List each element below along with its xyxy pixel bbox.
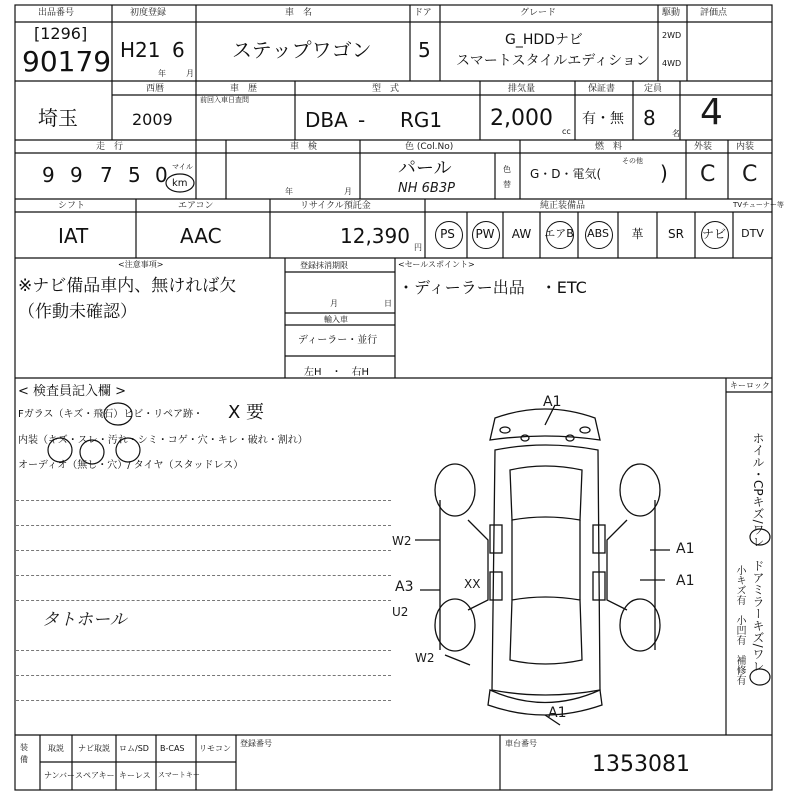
lot-code: [1296] xyxy=(34,24,88,43)
equipment-circle xyxy=(435,221,463,249)
handwritten-note: タトホール xyxy=(42,610,127,630)
dotted-line xyxy=(16,675,391,676)
lot-number: 90179 xyxy=(22,45,112,78)
mileage-label: 走 行 xyxy=(96,142,124,152)
fuel-label: 燃 料 xyxy=(595,142,623,152)
mark-x: XX xyxy=(464,577,481,591)
month-suffix: 月 xyxy=(186,69,194,78)
caution-line2: （作動未確認） xyxy=(18,302,137,322)
inspection-note: 前回入車日査問 xyxy=(200,96,249,104)
model-label: 型 式 xyxy=(372,84,400,94)
equipment-item: PW xyxy=(475,227,495,241)
recycle-value: 12,390 xyxy=(340,224,410,248)
western-label: 西暦 xyxy=(146,84,165,94)
shaken-year: 年 xyxy=(285,187,293,196)
doors-label: ドア xyxy=(414,8,432,18)
color-label: 色 (Col.No) xyxy=(405,142,454,152)
mark-left-lower: W2 xyxy=(415,651,435,665)
displacement-unit: cc xyxy=(562,127,571,136)
inspection-label: 車 歴 xyxy=(230,84,258,94)
grid-lines xyxy=(15,5,772,790)
mark-right-mid: A1 xyxy=(676,573,695,589)
year-value: 2009 xyxy=(132,110,173,129)
grade-label: グレード xyxy=(520,8,557,18)
warranty-options: 有・無 xyxy=(582,111,624,127)
handwritten-circles xyxy=(48,174,770,685)
footer-item-spare-key: スペアキー xyxy=(75,771,115,780)
equipment-item: エアB xyxy=(544,227,574,240)
color-code: NH 6B3P xyxy=(398,181,455,196)
footer-item-number: ナンバー xyxy=(44,771,76,780)
fuel-other: その他 xyxy=(622,157,643,165)
interior-value: C xyxy=(742,162,758,187)
inspection-line1-mark: X 要 xyxy=(228,402,265,423)
recycle-unit: 円 xyxy=(414,243,422,252)
footer-item-remote: リモコン xyxy=(199,744,231,753)
reg-day: 日 xyxy=(384,299,392,308)
mileage-digit-2: 9 xyxy=(70,163,83,187)
mark-bottom: A1 xyxy=(548,705,567,721)
chassis-value: 1353081 xyxy=(592,752,690,777)
mark-left-u2: U2 xyxy=(392,605,409,619)
shift-label: シフト xyxy=(58,201,86,211)
grade-line2: スマートスタイルエディション xyxy=(456,53,650,69)
exterior-label: 外装 xyxy=(694,142,713,152)
fuel-options: G・D・電気( xyxy=(530,167,602,181)
year-suffix: 年 xyxy=(158,69,166,78)
color-change-label: 色替 xyxy=(503,165,511,190)
displacement-value: 2,000 xyxy=(490,106,553,131)
mileage-digit-4: 5 xyxy=(128,163,141,187)
first-reg-month: 6 xyxy=(172,38,185,62)
capacity-label: 定員 xyxy=(644,84,663,94)
capacity-value: 8 xyxy=(643,106,656,130)
first-reg-label: 初度登録 xyxy=(130,8,167,18)
inspection-line1: Fガラス（キズ・飛石）ヒビ・リペア跡・ xyxy=(18,409,204,420)
dotted-line xyxy=(16,500,391,501)
interior-label: 内装 xyxy=(736,142,755,152)
handle-value: 左H ・ 右H xyxy=(304,367,370,378)
equipment-item: ナビ xyxy=(701,227,726,241)
equipment-item: 革 xyxy=(631,227,644,241)
shift-value: IAT xyxy=(58,224,89,248)
equipment-label: 純正装備品 xyxy=(540,201,586,211)
dotted-line xyxy=(16,700,391,701)
dotted-line xyxy=(16,575,391,576)
first-reg-era-year: H21 xyxy=(120,38,161,62)
dotted-line xyxy=(16,550,391,551)
model-prefix: DBA xyxy=(305,108,348,132)
equipment-item: PS xyxy=(440,227,455,241)
equipment-item: SR xyxy=(668,227,684,241)
drive-4wd: 4WD xyxy=(662,59,682,68)
drive-label: 駆動 xyxy=(662,8,681,18)
footer-item-smart-key: スマートキー xyxy=(158,771,200,779)
displacement-label: 排気量 xyxy=(508,84,536,94)
lot-label: 出品番号 xyxy=(38,8,75,18)
footer-item-rom: ロム/SD xyxy=(119,744,149,753)
footer-item-bcas: B-CAS xyxy=(160,744,185,753)
key-lock-label: キーロック xyxy=(730,381,770,390)
side-note-marks: 小キズ有 小凹有 補修有 xyxy=(734,565,745,685)
mark-top: A1 xyxy=(543,394,562,410)
mark-right-upper: A1 xyxy=(676,541,695,557)
mileage-digit-1: 9 xyxy=(42,163,55,187)
mileage-unit-mile: マイル xyxy=(172,163,193,171)
shaken-label: 車 検 xyxy=(290,142,318,152)
equipment-circle xyxy=(472,221,500,249)
fuel-close: ) xyxy=(660,161,668,185)
drive-2wd: 2WD xyxy=(662,31,682,40)
mileage-digit-5: 0 xyxy=(155,163,168,187)
mileage-unit-km: km xyxy=(172,178,188,189)
shaken-month: 月 xyxy=(344,187,352,196)
grade-line1: G_HDDナビ xyxy=(505,32,583,48)
caution-line1: ※ナビ備品車内、無ければ欠 xyxy=(18,276,237,296)
tv-label: TVチューナー等 xyxy=(733,201,784,209)
footer-item-manual: 取説 xyxy=(48,744,64,753)
sales-value: ・ディーラー出品 ・ETC xyxy=(398,278,587,297)
model-value: RG1 xyxy=(400,108,443,132)
mark-left-mid: A3 xyxy=(395,579,414,595)
equipment-item: DTV xyxy=(741,227,764,240)
car-name: ステップワゴン xyxy=(232,38,372,62)
score-label: 評価点 xyxy=(700,8,728,18)
dotted-line xyxy=(16,600,391,601)
inspection-title: < 検査員記入欄 > xyxy=(18,384,127,399)
caution-label: <注意事項> xyxy=(118,260,164,269)
mileage-digit-3: 7 xyxy=(100,163,113,187)
side-note: ホイル・CPキズ/ワレ ドアミラーキズ/ワレ xyxy=(751,432,765,672)
color-name: パール xyxy=(398,158,452,179)
reg-month: 月 xyxy=(330,299,338,308)
recycle-label: リサイクル預託金 xyxy=(300,201,371,211)
footer-equip-label: 装備 xyxy=(20,743,28,764)
exterior-value: C xyxy=(700,162,716,187)
inspection-line3: オーディオ（無し・穴）/ タイヤ（スタッドレス） xyxy=(18,460,244,471)
capacity-unit: 名 xyxy=(672,129,680,138)
import-label: 輸入車 xyxy=(324,315,348,324)
chassis-label: 車台番号 xyxy=(505,739,537,748)
dotted-line xyxy=(16,525,391,526)
doors-value: 5 xyxy=(418,38,431,62)
equipment-circle xyxy=(701,221,729,249)
mark-left-upper: W2 xyxy=(392,534,412,548)
car-name-label: 車 名 xyxy=(285,8,313,18)
score-value: 4 xyxy=(700,92,723,133)
car-diagram xyxy=(415,405,670,725)
ac-value: AAC xyxy=(180,224,222,248)
region-value: 埼玉 xyxy=(38,106,78,130)
import-value: ディーラー・並行 xyxy=(298,335,378,346)
warranty-label: 保証書 xyxy=(588,84,616,94)
sales-label: <セールスポイント> xyxy=(398,260,475,269)
equipment-circle xyxy=(546,221,574,249)
inspection-line2: 内装（キズ・スレ・汚れ・シミ・コゲ・穴・キレ・破れ・割れ） xyxy=(18,435,308,446)
reg-number-label: 登録番号 xyxy=(240,739,272,748)
dotted-line xyxy=(16,650,391,651)
model-dash: - xyxy=(358,108,366,132)
equipment-circle xyxy=(585,221,613,249)
equipment-item: ABS xyxy=(587,227,609,240)
footer-item-navi-manual: ナビ取説 xyxy=(78,744,110,753)
footer-item-keyless: キーレス xyxy=(119,771,151,780)
equipment-item: AW xyxy=(511,227,532,241)
ac-label: エアコン xyxy=(178,201,214,211)
reg-deadline-label: 登録抹消期限 xyxy=(300,261,348,270)
